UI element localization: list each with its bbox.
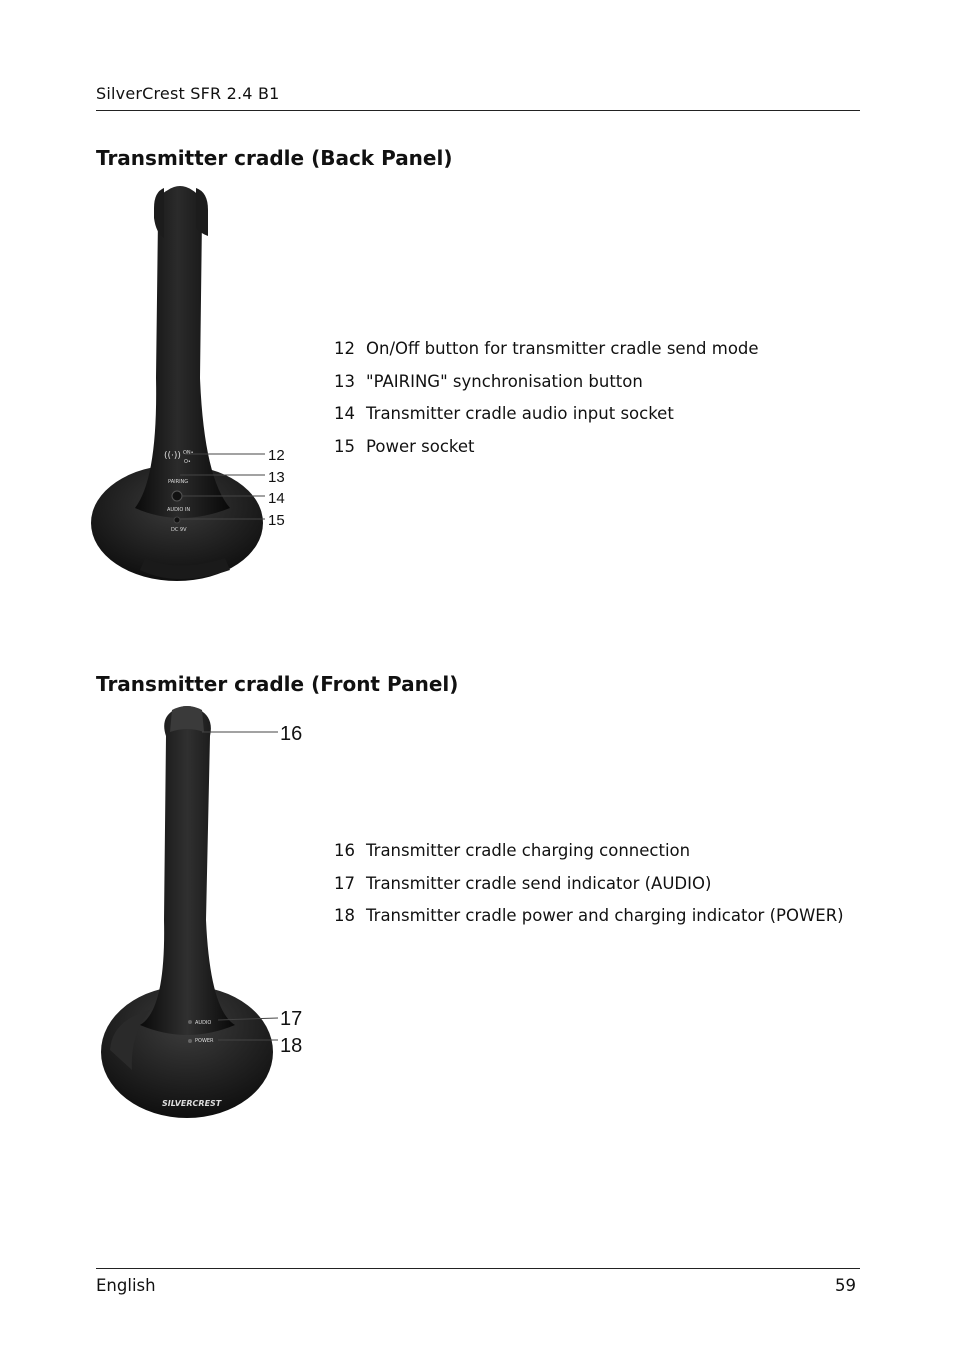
device-label-audio-in: AUDIO IN (167, 507, 191, 513)
power-indicator-icon (188, 1039, 192, 1043)
header-title: SilverCrest SFR 2.4 B1 (96, 84, 280, 103)
callout-15: 15 (268, 512, 285, 529)
callout-13: 13 (268, 469, 285, 486)
cradle-stem (140, 706, 235, 1035)
item-text: Transmitter cradle charging connection (366, 841, 691, 860)
callout-18: 18 (280, 1035, 303, 1057)
wireless-icon: ((·)) (164, 451, 181, 461)
list-item (334, 840, 844, 873)
list-item (334, 338, 759, 371)
footer-language: English (96, 1276, 156, 1295)
front-panel-item-list (334, 840, 844, 938)
callout-12: 12 (268, 447, 285, 464)
item-text: Transmitter cradle audio input socket (366, 404, 674, 424)
device-label-dc: DC 9V (171, 527, 187, 533)
silvercrest-logo: SILVERCREST (162, 1099, 222, 1108)
page-footer (96, 1268, 860, 1299)
device-label-power: POWER (195, 1038, 214, 1044)
item-text: Transmitter cradle power and charging indicator (POWER) (366, 906, 844, 926)
item-number: 14 (334, 404, 355, 424)
item-text: Transmitter cradle send indicator (AUDIO) (366, 873, 712, 893)
device-label-audio: AUDIO (195, 1020, 212, 1026)
list-item (334, 873, 844, 906)
device-label-off: O• (184, 459, 191, 465)
section-title-front-panel: Transmitter cradle (Front Panel) (96, 672, 459, 696)
item-number: 16 (334, 841, 355, 860)
item-text: On/Off button for transmitter cradle send mode (366, 339, 759, 358)
callout-17: 17 (280, 1008, 303, 1030)
footer-page-number: 59 (835, 1276, 856, 1295)
back-panel-cradle-image (80, 178, 320, 598)
list-item (334, 371, 759, 404)
list-item (334, 905, 844, 938)
audio-indicator-icon (188, 1020, 192, 1024)
power-socket-icon (174, 517, 180, 523)
item-text: "PAIRING" synchronisation button (366, 371, 643, 391)
item-number: 15 (334, 436, 355, 456)
item-number: 17 (334, 873, 355, 893)
item-text: Power socket (366, 436, 475, 456)
item-number: 13 (334, 371, 355, 391)
front-panel-cradle-image (90, 700, 330, 1130)
back-panel-item-list (334, 338, 759, 468)
charging-connection (170, 706, 204, 732)
device-label-pairing: PAIRING (168, 479, 189, 485)
item-number: 12 (334, 339, 355, 358)
device-label-onoff: ON• (183, 450, 194, 456)
item-number: 18 (334, 906, 355, 926)
audio-jack-icon (172, 491, 182, 501)
list-item (334, 403, 759, 436)
list-item (334, 436, 759, 469)
callout-14: 14 (268, 490, 285, 507)
section-title-back-panel: Transmitter cradle (Back Panel) (96, 146, 453, 170)
callout-16: 16 (280, 723, 303, 745)
page-header (96, 84, 860, 111)
